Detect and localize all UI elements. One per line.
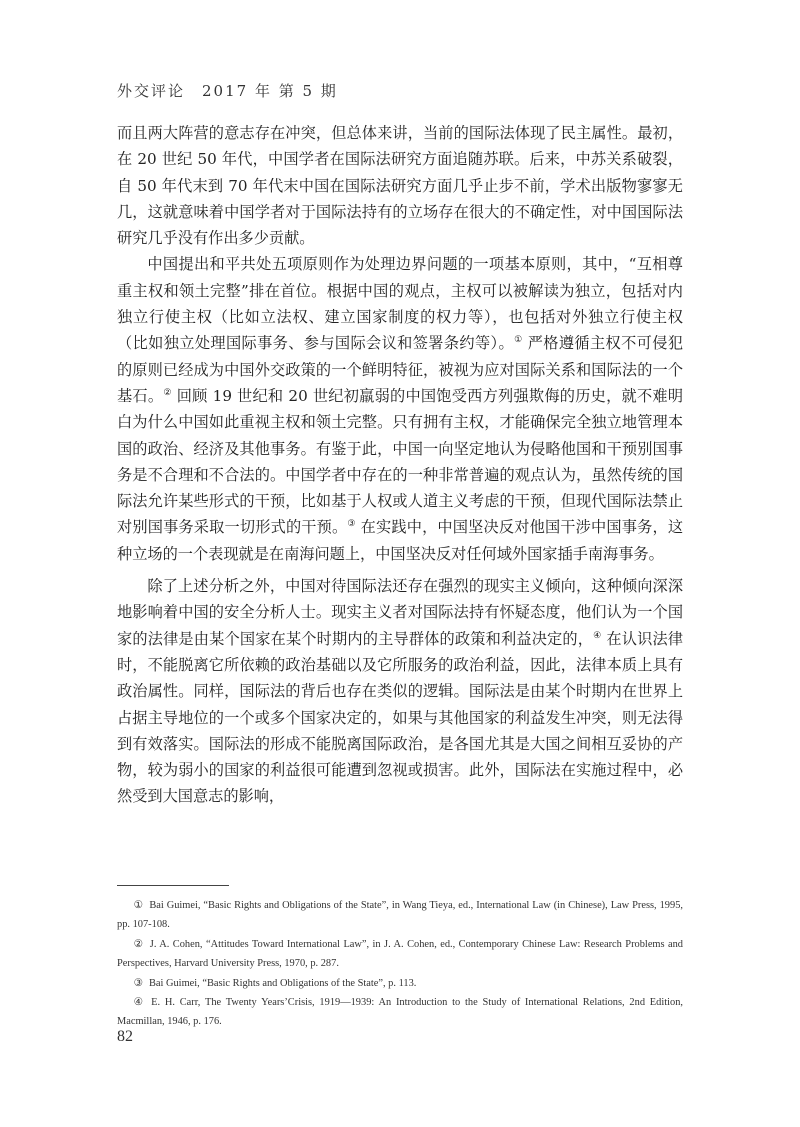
body-text [117, 120, 683, 810]
footnote-ref-1[interactable]: ① [514, 335, 523, 346]
footnote-number: ④ [133, 997, 146, 1009]
footnote-ref-3[interactable]: ③ [347, 519, 356, 530]
footnote-text: Bai Guimei, “Basic Rights and Obligations of the State”, p. 113. [148, 977, 417, 989]
paragraph-text: 在认识法律时，不能脱离它所依赖的政治基础以及它所服务的政治利益，因此，法律本质上具有政治属性。同样，国际法的背后也存在类似的逻辑。国际法是由某个时期内在世界上占据主导地位的一个或多个国家决定的，如果与其他国家的利益发生冲突，则无法得到有效落实。国际法的形成不能脱离国际政治，是各国尤其是大国之间相互妥协的产物，较为弱小的国家的利益很可能遭到忽视或损害。此外，国际法在实施过程中，必然受到大国意志的影响， [117, 629, 684, 806]
footnote-item [117, 896, 683, 935]
footnote-number: ② [133, 938, 144, 950]
footnote-number: ① [133, 900, 144, 911]
paragraph-text: 严格遵循主权不可侵犯的原则已经成为中国外交政策的一个鲜明特征，被视为应对国际关系和国际法的一个基石。 [117, 334, 684, 405]
footnote-text: E. H. Carr, The Twenty Years’Crisis, 1919—1939: An Introduction to the Study of International Relations, 2nd Edition, Macmillan, 1946, p. 176. [117, 997, 683, 1028]
footnote-divider [117, 885, 229, 886]
footnote-text: Bai Guimei, “Basic Rights and Obligations of the State”, in Wang Tieya, ed., International Law (in Chinese), Law Press, 1995, pp. 107-108. [117, 900, 683, 931]
page-number: 82 [117, 1028, 133, 1045]
paragraph-continuation [117, 120, 683, 251]
footnote-ref-2[interactable]: ② [163, 387, 172, 398]
footnote-item [117, 974, 683, 993]
footnote-ref-4[interactable]: ④ [593, 630, 602, 641]
paragraph-text: 回顾 19 世纪和 20 世纪初羸弱的中国饱受西方列强欺侮的历史，就不难明白为什么中国如此重视主权和领土完整。只有拥有主权，才能确保完全独立地管理本国的政治、经济及其他事务。有鉴于此，中国一向坚定地认为侵略他国和干预别国事务是不合理和不合法的。中国学者中存在的一种非常普遍的观点认为，虽然传统的国际法允许某些形式的干预，比如基于人权或人道主义考虑的干预，但现代国际法禁止对别国事务采取一切形式的干预。 [117, 386, 684, 537]
footnote-item [117, 935, 683, 974]
paragraph-text: 除了上述分析之外，中国对待国际法还存在强烈的现实主义倾向，这种倾向深深地影响着中国的安全分析人士。现实主义者对国际法持有怀疑态度，他们认为一个国家的法律是由某个国家在某个时期内的主导群体的政策和利益决定的， [117, 577, 683, 648]
paragraph-sovereignty [117, 251, 683, 567]
running-head: 外交评论 2017 年 第 5 期 [117, 82, 338, 100]
paragraph-text: 在实践中，中国坚决反对他国干涉中国事务，这种立场的一个表现就是在南海问题上，中国坚决反对任何域外国家插手南海事务。 [117, 518, 684, 563]
paragraph-text: 而且两大阵营的意志存在冲突，但总体来讲，当前的国际法体现了民主属性。最初，在 20 世纪 50 年代，中国学者在国际法研究方面追随苏联。后来，中苏关系破裂，自 50 年代末到 70 年代末中国在国际法研究方面几乎止步不前，学术出版物寥寥无几，这就意味着中国学者对于国际法持有的立场存在很大的不确定性，对中国国际法研究几乎没有作出多少贡献。 [117, 124, 683, 248]
paragraph-realism [117, 573, 683, 810]
footnote-number: ③ [133, 977, 143, 989]
footnote-text: J. A. Cohen, “Attitudes Toward International Law”, in J. A. Cohen, ed., Contemporary Chinese Law: Research Problems and Perspectives, Harvard University Press, 1970, p. 287. [117, 938, 683, 970]
paragraph-text: 中国提出和平共处五项原则作为处理边界问题的一项基本原则，其中，“互相尊重主权和领土完整”排在首位。根据中国的观点，主权可以被解读为独立，包括对内独立行使主权（比如立法权、建立国家制度的权力等），也包括对外独立行使主权（比如独立处理国际事务、参与国际会议和签署条约等）。 [117, 255, 683, 353]
footnote-item [117, 993, 683, 1032]
footnotes [117, 896, 683, 1032]
